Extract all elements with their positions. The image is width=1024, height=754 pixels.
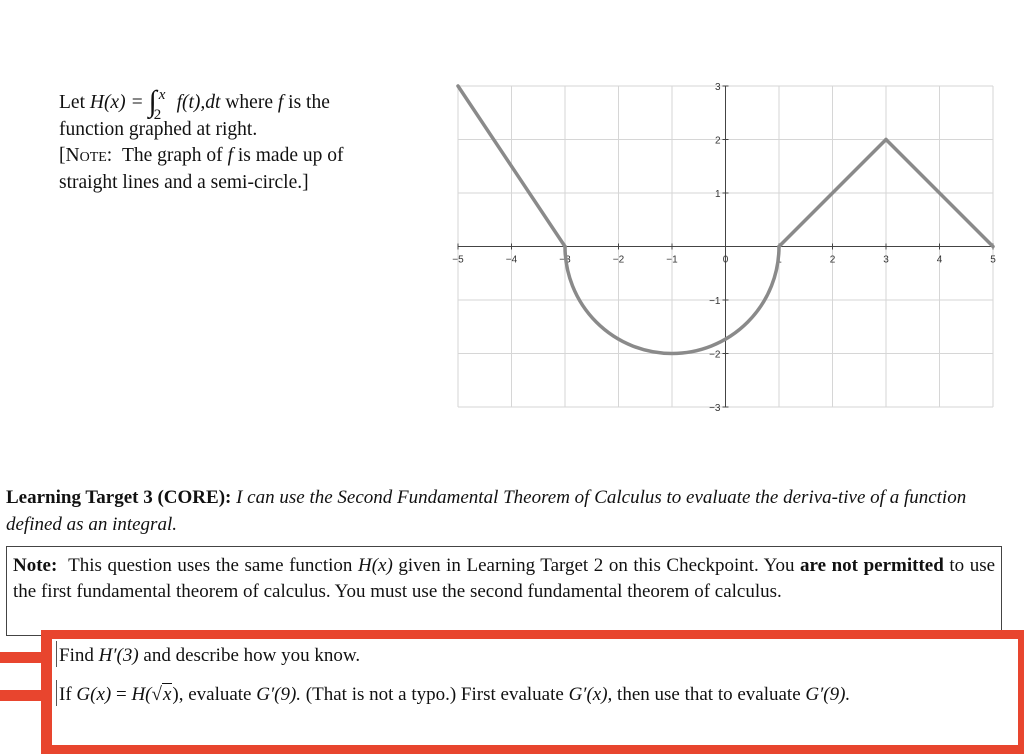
intro-is-the: is the (288, 92, 330, 113)
part2-g9-end: G′(9). (805, 684, 851, 705)
part2-gx: G′(x), (568, 684, 613, 705)
note-box (6, 546, 1002, 636)
y-tick-label: −2 (709, 349, 721, 361)
question-part-2 (59, 682, 995, 708)
note-text-a: This question uses the same function (68, 555, 353, 576)
x-tick-label: 4 (936, 254, 943, 266)
intro-line-2: function graphed at right. (59, 118, 258, 140)
part2-h: H( (131, 684, 152, 705)
learning-target-label: Learning Target 3 (CORE): (6, 487, 232, 508)
note-label: Note: (13, 555, 58, 576)
note-text-c: to use the first fundamental theorem of calculus. You must use the second fundamental theorem of calculus. (13, 555, 996, 602)
x-tick-label: 0 (722, 254, 729, 266)
function-graph (450, 78, 1000, 414)
upper-limit: x (158, 86, 166, 103)
intro-line-1 (59, 85, 419, 123)
note-word: Note: (65, 145, 113, 167)
intro-line-3 (59, 143, 419, 170)
lower-limit: 2 (153, 106, 162, 123)
y-tick-label: 1 (714, 189, 721, 200)
x-tick-label: −1 (666, 254, 678, 266)
x-tick-label: 5 (990, 254, 996, 266)
intro-line-4: straight lines and a semi-circle.] (59, 171, 309, 193)
integral-sign-icon: ∫ (148, 85, 157, 118)
x-tick-label: −2 (612, 254, 625, 266)
tick-labels (452, 82, 996, 414)
part2-g: G(x) (76, 684, 112, 705)
note-not-permitted: are not permitted (800, 555, 944, 576)
part2-close: ), (172, 684, 184, 705)
part2-g9: G′(9). (256, 684, 302, 705)
x-tick-label: 2 (829, 254, 836, 266)
text-cursor-line-2 (56, 680, 57, 706)
intro-lhs: H(x) = (89, 92, 144, 113)
intro-where: where (225, 92, 273, 113)
part2-typo: (That is not a typo.) First evaluate (305, 684, 564, 705)
sqrt-icon: √ (151, 684, 162, 705)
x-tick-label: 3 (883, 254, 889, 266)
text-cursor-line (56, 641, 57, 667)
part1-expression: H′(3) (98, 645, 139, 666)
note-text-b: given in Learning Target 2 on this Checkpoint. You (398, 555, 795, 576)
part2-evaluate: evaluate (188, 684, 252, 705)
intro-func-var-2: f (227, 145, 233, 167)
axes (458, 86, 993, 407)
note-func: H(x) (357, 555, 393, 576)
intro-func-var: f (277, 92, 284, 113)
part1-suffix: and describe how you know. (143, 645, 361, 666)
part2-then: then use that to evaluate (617, 684, 801, 705)
x-tick-label: −4 (505, 254, 518, 266)
y-tick-label: −3 (709, 403, 721, 414)
x-tick-label: −5 (452, 254, 464, 266)
learning-target-text: I can use the Second Fundamental Theorem of Calculus to evaluate the deriva-tive of a function defined as an integral. (6, 487, 967, 535)
y-tick-label: 2 (714, 135, 721, 147)
y-tick-label: −1 (709, 296, 721, 307)
problem-intro (59, 86, 419, 196)
x-tick-label: 1 (776, 254, 782, 266)
integrand: f(t),dt (176, 92, 221, 113)
part2-if: If (59, 684, 72, 705)
intro-let: Let (59, 92, 85, 113)
part2-eq: = (115, 684, 127, 705)
intro-graph-of: The graph of (121, 145, 223, 167)
part2-sqrt-arg: x (162, 684, 172, 705)
learning-target (6, 484, 1016, 538)
integral-limits (153, 86, 172, 123)
part1-find: Find (59, 645, 94, 666)
y-tick-label: 3 (714, 82, 721, 93)
x-tick-label: −3 (559, 254, 571, 266)
intro-made-up: is made up of (237, 145, 344, 167)
bracket-open: [ (59, 145, 66, 167)
question-part-1 (59, 643, 995, 669)
